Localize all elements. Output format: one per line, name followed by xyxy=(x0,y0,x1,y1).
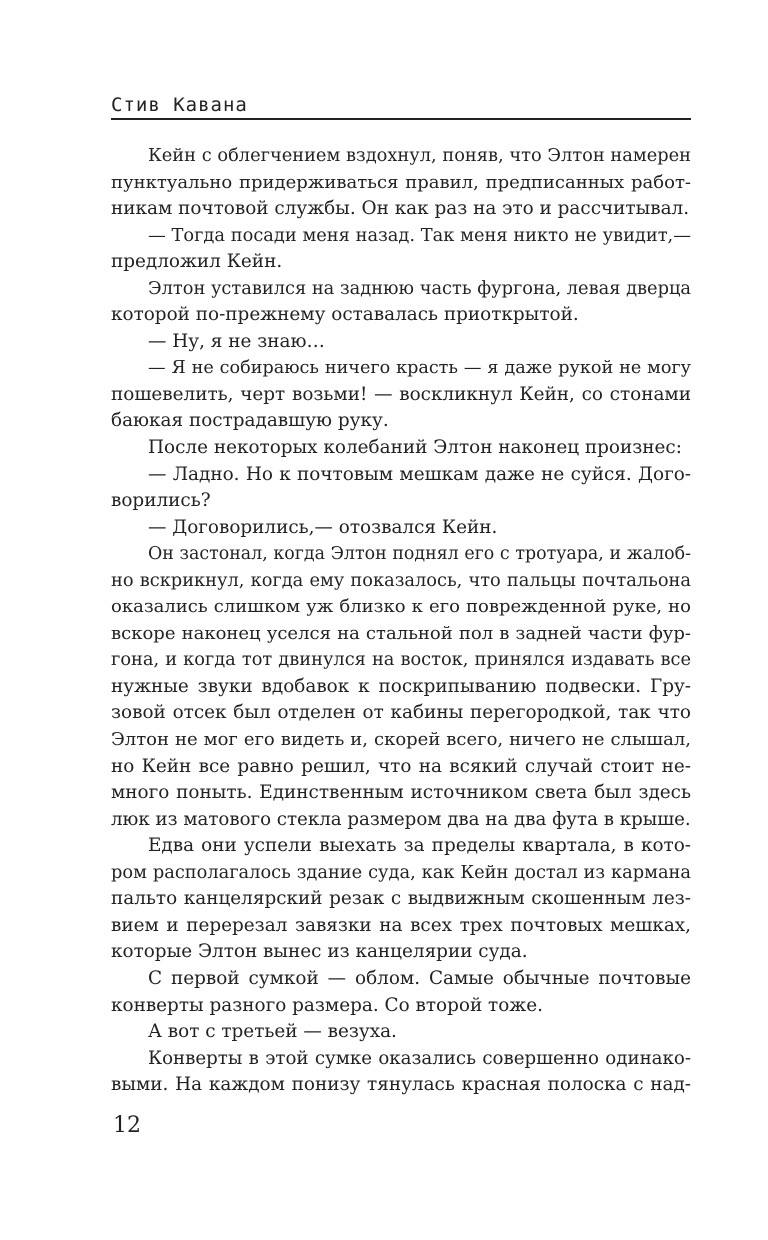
text-line: конверты разного размера. Со второй тоже. xyxy=(111,994,543,1016)
text-line: — Договорились,— отозвался Кейн. xyxy=(148,516,498,538)
author-name: Стив Кавана xyxy=(111,94,248,116)
text-line: гона, и когда тот двинулся на восток, принялся издавать все xyxy=(111,649,691,671)
text-line: никам почтовой службы. Он как раз на это и рассчитывал. xyxy=(111,198,690,220)
text-line: Конверты в этой сумке оказались совершенно одинако- xyxy=(148,1047,691,1069)
text-line: ром располагалось здание суда, как Кейн достал из кармана xyxy=(111,861,691,883)
text-line: которой по-прежнему оставалась приоткрытой. xyxy=(111,304,579,326)
text-line: выми. На каждом понизу тянулась красная полоска с над- xyxy=(111,1074,691,1096)
text-line: Кейн с облегчением вздохнул, поняв, что Элтон намерен xyxy=(148,145,691,166)
text-line: — Ну, я не знаю… xyxy=(148,330,325,352)
text-line: пальто канцелярский резак с выдвижным скошенным лез- xyxy=(111,888,691,910)
text-line: Он застонал, когда Элтон поднял его с тротуара, и жалоб- xyxy=(148,544,691,565)
text-line: которые Элтон вынес из канцелярии суда. xyxy=(111,941,528,963)
text-line: — Я не собираюсь ничего красть — я даже рукой не могу xyxy=(148,358,691,379)
text-line: Едва они успели выехать за пределы квартала, в кото- xyxy=(148,835,691,857)
running-header xyxy=(111,90,691,120)
text-line: много поныть. Единственным источником света был здесь xyxy=(111,782,691,804)
text-line: — Ладно. Но к почтовым мешкам даже не суйся. Дого- xyxy=(148,463,691,485)
text-line: Элтон не мог его видеть и, скорей всего, ничего не слышал, xyxy=(111,729,691,751)
text-line: вием и перерезал завязки на всех трех почтовых мешках, xyxy=(111,914,691,936)
text-line: но вскрикнул, когда ему показалось, что пальцы почтальона xyxy=(111,569,691,591)
text-line: предложил Кейн. xyxy=(111,251,283,273)
text-line: пунктуально придерживаться правил, предписанных работ- xyxy=(111,171,691,193)
text-line: вскоре наконец уселся на стальной пол в задней части фур- xyxy=(111,622,691,644)
text-line: люк из матового стекла размером два на два фута в крыше. xyxy=(111,808,691,830)
text-line: — Тогда посади меня назад. Так меня никто не увидит,— xyxy=(148,224,691,246)
text-line: ворились? xyxy=(111,490,211,512)
text-line: но Кейн все равно решил, что на всякий случай стоит не- xyxy=(111,755,691,777)
text-line: баюкая пострадавшую руку. xyxy=(111,410,389,432)
text-line: Элтон уставился на заднюю часть фургона, левая дверца xyxy=(148,277,691,299)
text-line: нужные звуки вдобавок к поскрипыванию подвески. Гру- xyxy=(111,675,691,697)
text-line: С первой сумкой — облом. Самые обычные почтовые xyxy=(148,967,691,989)
body-text xyxy=(111,143,691,1099)
text-line: А вот с третьей — везуха. xyxy=(148,1021,397,1043)
text-line: После некоторых колебаний Элтон наконец произнес: xyxy=(148,437,682,459)
text-line: оказались слишком уж близко к его поврежденной руке, но xyxy=(111,596,691,618)
text-line: зовой отсек был отделен от кабины перегородкой, так что xyxy=(111,702,691,724)
page-number: 12 xyxy=(113,1113,141,1138)
text-line: пошевелить, черт возьми! — воскликнул Кейн, со стонами xyxy=(111,383,691,405)
